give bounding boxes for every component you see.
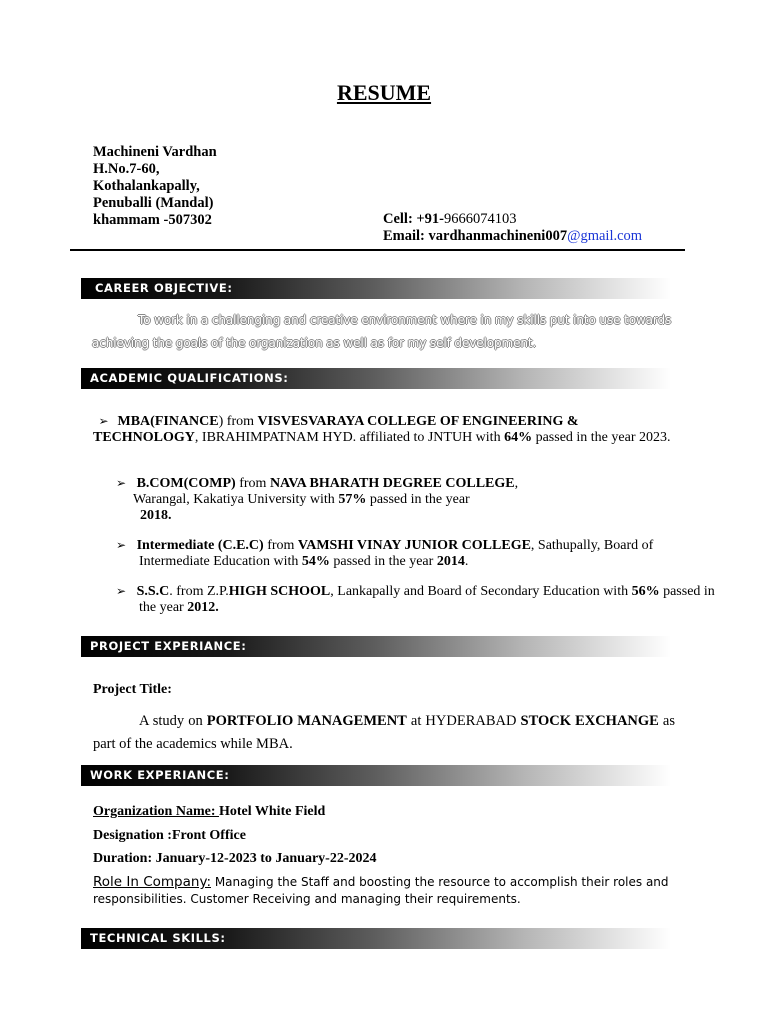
designation: Designation :Front Office	[93, 828, 246, 843]
email-domain-link[interactable]: @gmail.com	[567, 228, 643, 244]
work-experience-heading: WORK EXPERIANCE:	[81, 765, 671, 786]
qualification-item: ➢ S.S.C. from Z.P.HIGH SCHOOL, Lankapally and Board of Secondary Education with 56% passed in the year 2012.	[116, 584, 715, 615]
project-description: A study on PORTFOLIO MANAGEMENT at HYDERABAD STOCK EXCHANGE as part of the academics while MBA.	[93, 713, 675, 752]
career-objective-heading: CAREER OBJECTIVE:	[81, 278, 671, 299]
duration: Duration: January-12-2023 to January-22-2024	[93, 851, 377, 866]
role-in-company: Role In Company: Managing the Staff and boosting the resource to accomplish their roles and responsibilities. Customer Receiving and managing their requirements.	[93, 874, 669, 906]
address-line: Penuballi (Mandal)	[93, 195, 214, 211]
career-objective-text: To work in a challenging and creative environment where in my skills put into use towards achieving the goals of the organization as well as for my self development.	[92, 313, 672, 350]
address-line: khammam -507302	[93, 212, 212, 228]
project-title-label: Project Title:	[93, 682, 172, 697]
project-experience-heading: PROJECT EXPERIANCE:	[81, 636, 671, 657]
contact-cell	[383, 211, 517, 228]
qualification-item: ➢ MBA(FINANCE) from VISVESVARAYA COLLEGE OF ENGINEERING & TECHNOLOGY, IBRAHIMPATNAM HYD. affiliated to JNTUH with 64% passed in the year 2023.	[93, 414, 671, 445]
contact-email	[383, 228, 642, 245]
cell-number: 9666074103	[444, 211, 517, 227]
contact-address	[93, 144, 217, 229]
organization-name: Organization Name: Hotel White Field	[93, 804, 326, 819]
qualification-item: ➢ Intermediate (C.E.C) from VAMSHI VINAY JUNIOR COLLEGE, Sathupally, Board of Intermediate Education with 54% passed in the year 2014.	[116, 538, 654, 569]
academic-qualifications-heading: ACADEMIC QUALIFICATIONS:	[81, 368, 671, 389]
contact-name: Machineni Vardhan	[93, 144, 217, 160]
qualification-item: ➢ B.COM(COMP) from NAVA BHARATH DEGREE COLLEGE, Warangal, Kakatiya University with 57% passed in the year 2018.	[116, 476, 519, 523]
cell-label: Cell: +91-	[383, 211, 445, 227]
arrow-bullet-icon: ➢	[98, 414, 109, 428]
resume-title: RESUME	[336, 80, 432, 105]
email-label: Email: vardhanmachineni007	[383, 228, 568, 244]
address-line: Kothalankapally,	[93, 178, 200, 194]
arrow-bullet-icon: ➢	[116, 584, 127, 598]
address-line: H.No.7-60,	[93, 161, 160, 177]
arrow-bullet-icon: ➢	[116, 538, 127, 552]
technical-skills-heading: TECHNICAL SKILLS:	[81, 928, 671, 949]
arrow-bullet-icon: ➢	[116, 476, 127, 490]
header-divider	[70, 249, 685, 251]
